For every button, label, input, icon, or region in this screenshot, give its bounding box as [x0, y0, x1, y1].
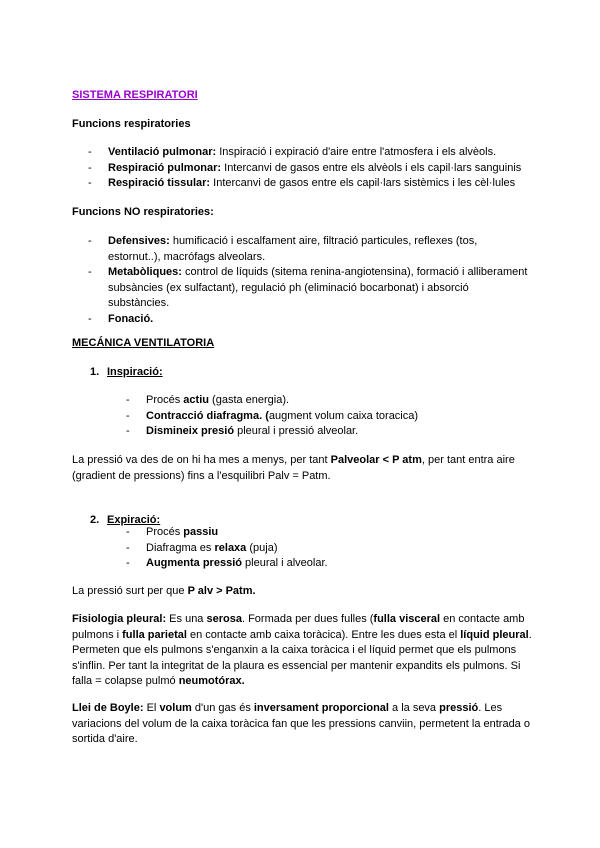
no-resp-list — [72, 234, 532, 327]
list-item: - Augmenta pressió pleural i alveolar. — [126, 556, 526, 572]
no-resp-heading: Funcions NO respiratories: — [72, 206, 214, 218]
inspiracio-list — [126, 393, 526, 440]
inspiracio-heading: 1. Inspiració: — [90, 366, 163, 378]
expiracio-paragraph: La pressió surt per que P alv > Patm. — [72, 585, 256, 597]
inspiracio-paragraph: La pressió va des de on hi ha mes a menys, per tant Palveolar < P atm, per tant entra aire (gradient de pressions) fins a l'esquilibri Palv = Patm. — [72, 454, 515, 482]
funcions-list — [72, 145, 532, 192]
list-item: - Respiració pulmonar: Intercanvi de gasos entre els alvèols i els capil·lars sanguinis — [72, 161, 532, 177]
doc-title-link[interactable]: SISTEMA RESPIRATORI — [72, 89, 198, 101]
expiracio-list — [126, 525, 526, 572]
boyle-paragraph: Llei de Boyle: El volum d'un gas és inversament proporcional a la seva pressió. Les variacions del volum de la caixa toràcica fan que les pressions canviin, permetent la entrada o sortida d'aire. — [72, 702, 530, 745]
list-item: - Dismineix presió pleural i pressió alveolar. — [126, 424, 526, 440]
list-item: - Ventilació pulmonar: Inspiració i expiració d'aire entre l'atmosfera i els alvèols. — [72, 145, 532, 161]
list-item: - Fonació. — [72, 312, 532, 328]
list-item: - Respiració tissular: Intercanvi de gasos entre els capil·lars sistèmics i les cèl·lules — [72, 176, 532, 192]
mecanica-heading: MECÁNICA VENTILATORIA — [72, 337, 215, 349]
funcions-heading: Funcions respiratories — [72, 118, 191, 130]
list-item: - Metabòliques: control de líquids (sitema renina-angiotensina), formació i alliberament subsàncies (ex sulfactant), regulació ph (eliminació bocarbonat) i absorció substàncies. — [72, 265, 532, 312]
list-item: - Diafragma es relaxa (puja) — [126, 541, 526, 557]
expiracio-heading: 2. Expiració: — [90, 513, 161, 526]
list-item: - Procés actiu (gasta energia). — [126, 393, 526, 409]
list-item: - Defensives: humificació i escalfament aire, filtració particules, reflexes (tos, estornut..), macrófags alveolars. — [72, 234, 532, 265]
list-item: - Procés passiu — [126, 525, 526, 541]
list-item: - Contracció diafragma. (augment volum caixa toracica) — [126, 409, 526, 425]
fisiologia-paragraph: Fisiologia pleural: Es una serosa. Formada per dues fulles (fulla visceral en contacte amb pulmons i fulla parietal en contacte amb caixa toràcica). Entre les dues esta el líquid pleural. Permeten que els pulmons s'enganxin a la caixa toràcica i el líquid permet que els pulmons s'inflin. Per tant la integritat de la plaura es essencial per mantenir expandits els pulmons. Si falla = colapse pulmó neumotórax. — [72, 613, 532, 687]
doc-title-block — [72, 88, 532, 104]
